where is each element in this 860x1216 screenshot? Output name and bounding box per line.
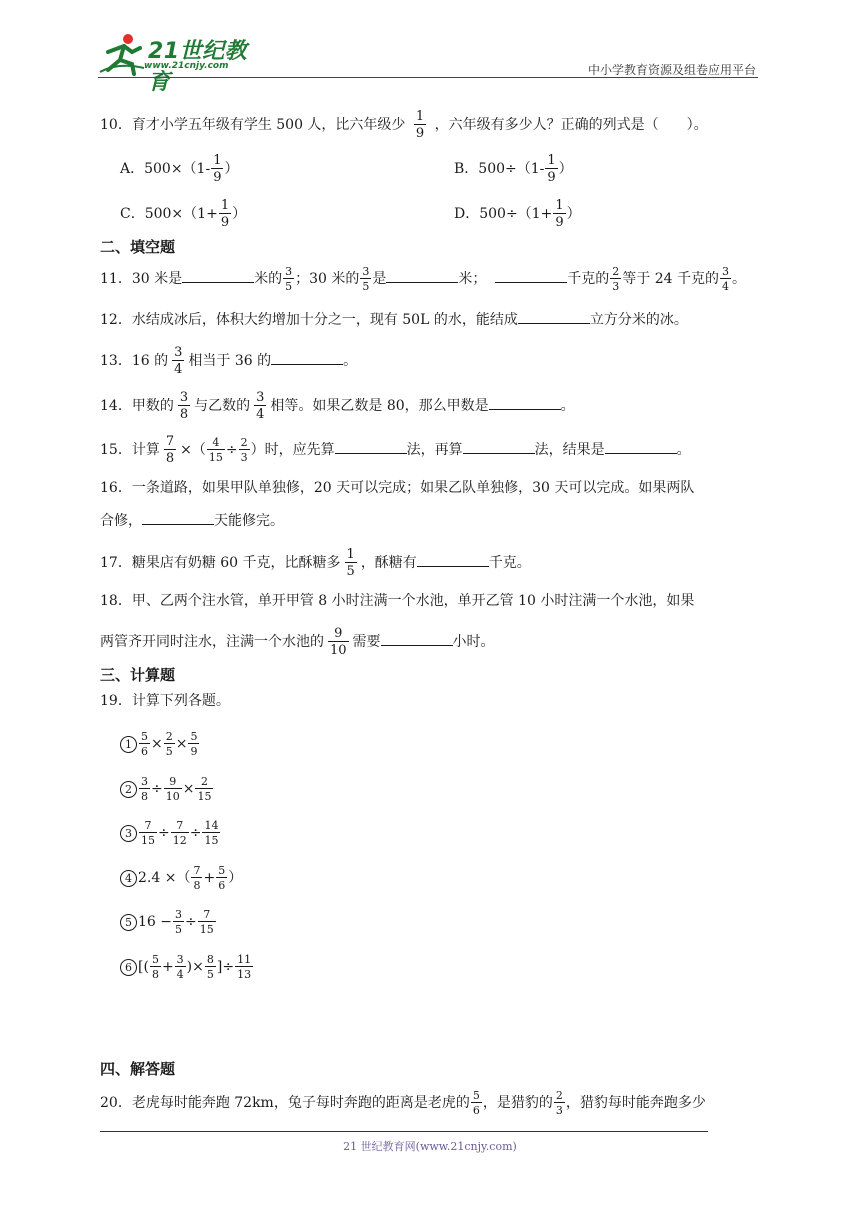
answer-blank[interactable]	[142, 510, 214, 525]
fraction: $\frac{2}{3}$	[612, 265, 620, 293]
answer-blank[interactable]	[182, 268, 254, 283]
runner-icon	[98, 32, 146, 76]
fraction: $\frac{3}{4}$	[721, 265, 729, 293]
answer-blank[interactable]	[271, 350, 343, 365]
page-header	[98, 30, 758, 95]
fraction: $\frac{5}{6}$	[472, 1089, 480, 1117]
expression-2: 2 $\frac{3}{8}$ ÷ $\frac{9}{10}$ × $\frac{2}{15}$	[120, 776, 214, 802]
fraction: $\frac{3}{5}$	[285, 265, 293, 293]
fraction: $\frac{3}{4}$	[174, 345, 183, 377]
q10-option-d[interactable]: D．500÷（1+ $\frac{1}{9}$ ）	[454, 198, 581, 230]
question-16: 16．一条道路，如果甲队单独修，20 天可以完成；如果乙队单独修，30 天可以完成。如果两队	[100, 480, 695, 496]
fraction: $\frac{1}{9}$	[213, 153, 222, 185]
answer-blank[interactable]	[417, 552, 489, 567]
fraction: $\frac{2}{3}$	[555, 1089, 563, 1117]
fraction: $\frac{7}{8}$	[165, 434, 175, 466]
header-divider	[98, 77, 758, 78]
answer-blank[interactable]	[495, 268, 567, 283]
q10-text-b: ，六年级有多少人？正确的列式是（ ）。	[434, 117, 708, 133]
fraction: $\frac{2}{3}$	[240, 436, 248, 464]
question-11: 11．30 米是 米的 $\frac{3}{5}$ ；30 米的 $\frac{3}{5}$ 是 米； 千克的 $\frac{2}{3}$ 等于 24 千克的 $\frac{3}{4}$ 。	[100, 265, 746, 293]
site-logo[interactable]	[98, 30, 268, 95]
question-15: 15．计算 $\frac{7}{8}$ ×（ $\frac{4}{15}$ ÷ $\frac{2}{3}$ ）时，应先算 法，再算 法，结果是 。	[100, 434, 691, 466]
expression-5: 5 16 − $\frac{3}{5}$ ÷ $\frac{7}{15}$	[120, 909, 217, 935]
answer-blank[interactable]	[381, 631, 453, 646]
item-number: 1	[120, 736, 137, 753]
expression-1: 1 $\frac{5}{6}$ × $\frac{2}{5}$ × $\frac{5}{9}$	[120, 731, 200, 757]
answer-blank[interactable]	[335, 439, 407, 454]
question-14: 14．甲数的 $\frac{3}{8}$ 与乙数的 $\frac{3}{4}$ 相等。如果乙数是 80，那么甲数是 。	[100, 390, 575, 422]
fraction: $\frac{4}{15}$	[208, 436, 223, 464]
fraction: $\frac{1}{9}$	[547, 153, 556, 185]
item-number: 2	[120, 781, 137, 798]
footer-divider	[100, 1131, 708, 1132]
q10-option-b[interactable]: B．500÷（1- $\frac{1}{9}$ ）	[454, 153, 573, 185]
item-number: 6	[120, 959, 137, 976]
expression-3: 3 $\frac{7}{15}$ ÷ $\frac{7}{12}$ ÷ $\frac{14}{15}$	[120, 820, 221, 846]
q10-option-a[interactable]: A．500×（1- $\frac{1}{9}$ ）	[120, 153, 239, 185]
fraction: $\frac{3}{8}$	[179, 390, 189, 422]
item-number: 4	[120, 870, 137, 887]
fraction: $\frac{1}{5}$	[346, 547, 355, 579]
fraction: $\frac{1}{9}$	[555, 198, 564, 230]
site-name: 中小学教育资源及组卷应用平台	[587, 63, 756, 77]
item-number: 5	[120, 914, 137, 931]
expression-4: 4 2.4 ×（ $\frac{7}{8}$ + $\frac{5}{6}$ ）	[120, 865, 242, 891]
q10-text-a: 10．育才小学五年级有学生 500 人，比六年级少	[100, 117, 406, 133]
answer-blank[interactable]	[605, 439, 677, 454]
fraction: $\frac{3}{4}$	[256, 390, 265, 422]
answer-blank[interactable]	[518, 309, 590, 324]
question-20: 20．老虎每时能奔跑 72km，兔子每时奔跑的距离是老虎的 $\frac{5}{6}$ ，是猎豹的 $\frac{2}{3}$ ，猎豹每时能奔跑多少	[100, 1089, 706, 1117]
fraction: $\frac{3}{5}$	[362, 265, 370, 293]
fraction: $\frac{1}{9}$	[220, 198, 230, 230]
answer-blank[interactable]	[463, 439, 535, 454]
fraction: $\frac{1}{9}$	[415, 109, 425, 141]
footer-text[interactable]: 21 世纪教育网(www.21cnjy.com)	[343, 1140, 517, 1153]
logo-text: 21世纪教育	[148, 39, 248, 95]
question-12: 12．水结成冰后，体积大约增加十分之一，现有 50L 的水，能结成 立方分米的冰。	[100, 309, 688, 330]
question-10	[100, 110, 708, 140]
logo-url: www.21cnjy.com	[144, 61, 229, 71]
fraction: $\frac{9}{10}$	[330, 626, 347, 658]
expression-6: 6 [( $\frac{5}{8}$ + $\frac{3}{4}$ )× $\frac{8}{5}$ ]÷ $\frac{11}{13}$	[120, 954, 254, 980]
question-18-line2: 两管齐开同时注水，注满一个水池的 $\frac{9}{10}$ 需要 小时。	[100, 626, 495, 658]
answer-blank[interactable]	[386, 268, 458, 283]
q10-option-c[interactable]: C．500×（1+ $\frac{1}{9}$ ）	[120, 198, 247, 230]
section-3-heading: 三、计算题	[100, 666, 176, 684]
question-13: 13．16 的 $\frac{3}{4}$ 相当于 36 的 。	[100, 345, 358, 377]
answer-blank[interactable]	[489, 395, 561, 410]
item-number: 3	[120, 825, 137, 842]
question-16-line2: 合修， 天能修完。	[100, 510, 284, 531]
question-19: 19．计算下列各题。	[100, 693, 230, 709]
question-18: 18．甲、乙两个注水管，单开甲管 8 小时注满一个水池，单开乙管 10 小时注满一个水池，如果	[100, 593, 695, 609]
section-4-heading: 四、解答题	[100, 1060, 176, 1078]
section-2-heading: 二、填空题	[100, 238, 176, 256]
question-17: 17．糖果店有奶糖 60 千克，比酥糖多 $\frac{1}{5}$ ，酥糖有 千克。	[100, 547, 531, 579]
